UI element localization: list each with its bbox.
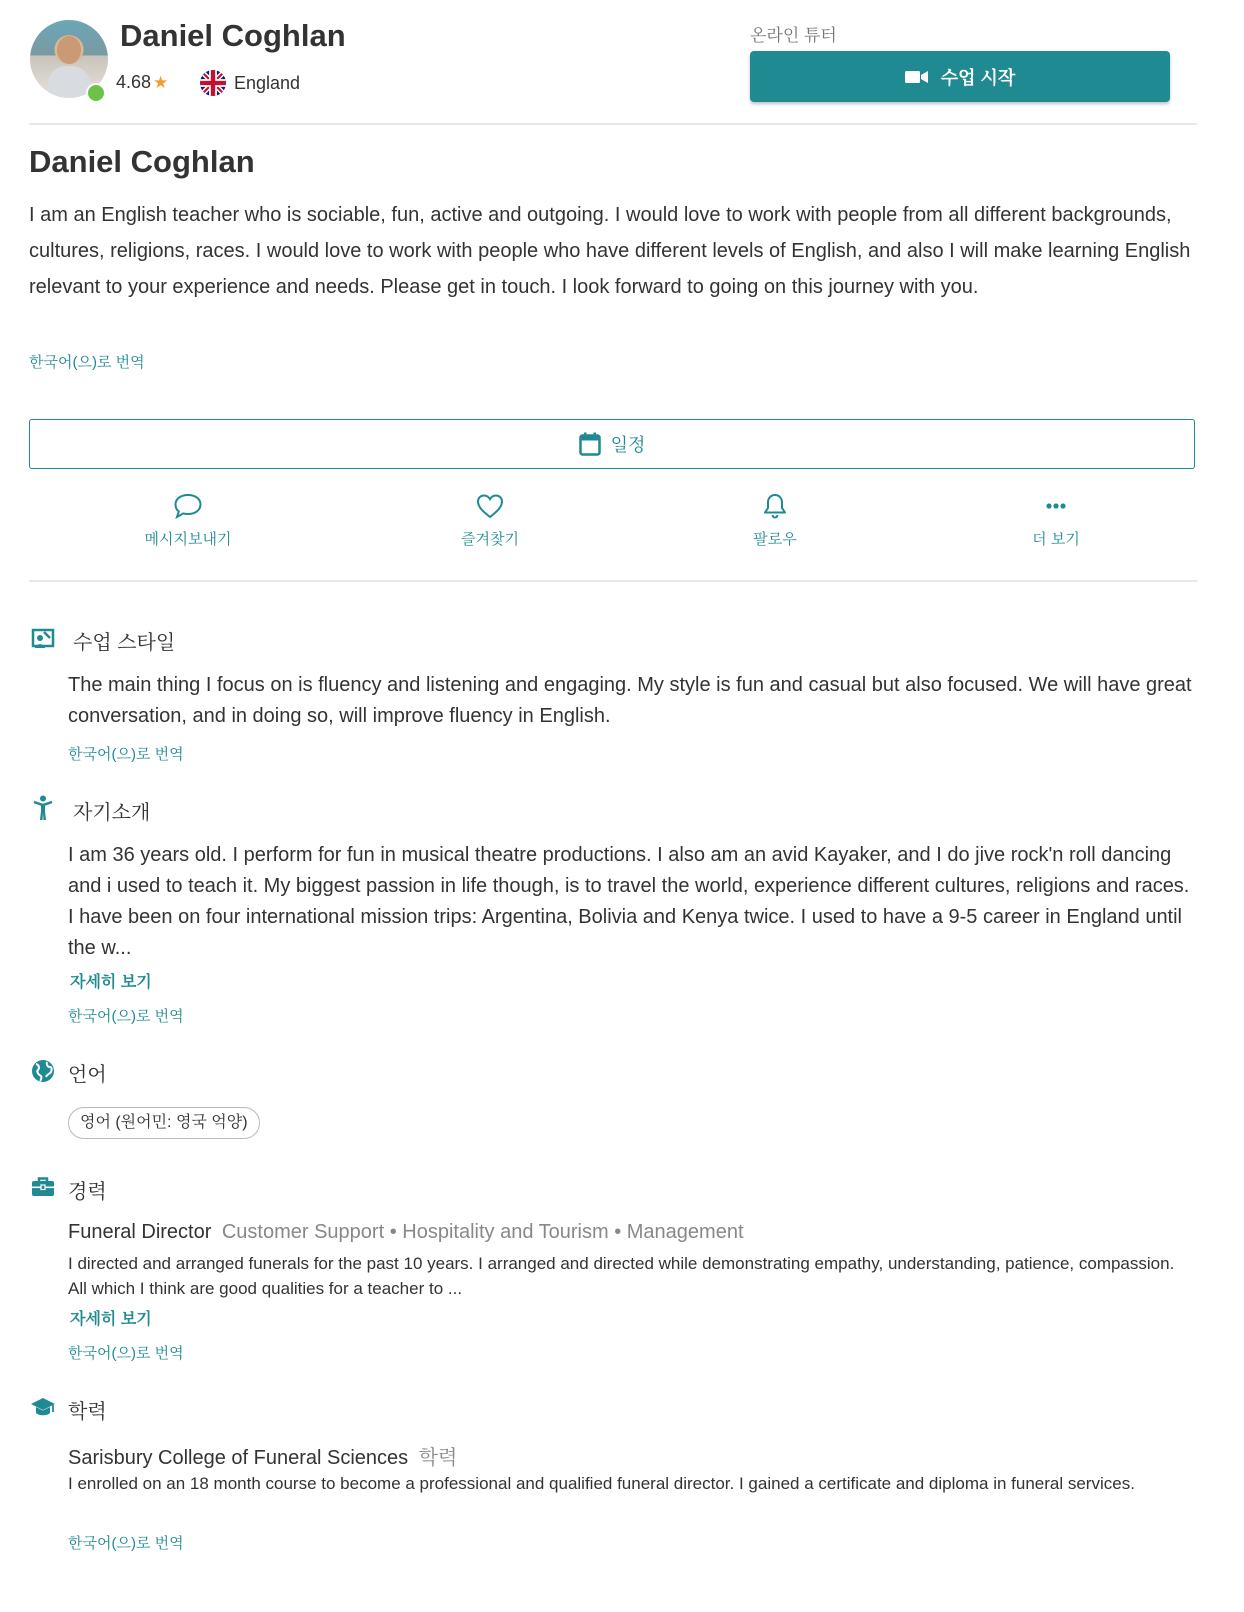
education-title: 학력 <box>68 1401 107 1423</box>
job-title: Funeral Director <box>68 1221 212 1243</box>
schedule-button[interactable] <box>29 419 1195 469</box>
see-more-link[interactable]: 자세히 보기 <box>70 1311 152 1328</box>
country-name: England <box>234 72 301 93</box>
language-title: 언어 <box>68 1064 107 1086</box>
school-name: Sarisbury College of Funeral Sciences <box>68 1447 409 1469</box>
lesson-style-text: The main thing I focus on is fluency and listening and engaging. My style is fun and casual but also focused. We will have great conversation, and in doing so, will improve fluency in English. <box>68 674 1192 727</box>
education-heading <box>68 1441 457 1470</box>
career-heading <box>68 1221 744 1244</box>
start-lesson-button[interactable] <box>750 51 1170 102</box>
more-action[interactable] <box>976 492 1136 549</box>
person-icon <box>30 795 56 821</box>
translate-link[interactable]: 한국어(으)로 번역 <box>68 1008 184 1025</box>
online-status-dot <box>86 83 106 103</box>
more-dots-icon <box>1041 492 1071 520</box>
follow-action[interactable] <box>695 492 855 549</box>
tutor-intro-text: I am an English teacher who is sociable, fun, active and outgoing. I would love to work with people from all different backgrounds, cultures, religions, races. I would love to work with people who have different levels of English, and also I will make learning English relevant to your experience and needs. Please get in touch. I look forward to going on this journey with you. <box>29 204 1191 298</box>
more-label: 더 보기 <box>1032 531 1080 548</box>
rating <box>116 72 168 93</box>
heart-icon <box>475 492 505 520</box>
self-intro-title: 자기소개 <box>73 802 151 824</box>
divider <box>29 580 1197 582</box>
country <box>200 70 300 96</box>
education-description: I enrolled on an 18 month course to become a professional and qualified funeral director. I gained a certificate and diploma in funeral services. <box>68 1474 1135 1493</box>
translate-link[interactable]: 한국어(으)로 번역 <box>68 1535 184 1552</box>
lesson-style-icon <box>30 626 56 652</box>
job-tags: Customer Support • Hospitality and Tourism • Management <box>221 1221 744 1243</box>
career-title: 경력 <box>68 1181 107 1203</box>
career-description: I directed and arranged funerals for the past 10 years. I arranged and directed while demonstrating empathy, understanding, patience, compassion. All which I think are good qualities for a teacher to ... <box>68 1254 1175 1298</box>
send-message-action[interactable] <box>108 492 268 549</box>
translate-link[interactable]: 한국어(으)로 번역 <box>29 354 145 371</box>
video-camera-icon <box>905 69 929 85</box>
language-chip: 영어 (원어민: 영국 억양) <box>68 1107 260 1139</box>
schedule-label: 일정 <box>610 435 646 455</box>
start-lesson-label: 수업 시작 <box>940 67 1016 88</box>
bell-icon <box>760 492 790 520</box>
uk-flag-icon <box>200 70 226 96</box>
online-tutor-label: 온라인 튜터 <box>750 26 837 45</box>
favorite-label: 즐겨찾기 <box>461 531 519 548</box>
graduation-cap-icon <box>30 1394 56 1420</box>
self-intro-text: I am 36 years old. I perform for fun in musical theatre productions. I also am an avid Kayaker, and I do jive rock'n roll dancing and i used to teach it. My biggest passion in life though, is to travel the world, experience different cultures, religions and races. I have been on four international mission trips: Argentina, Bolivia and Kenya twice. I used to have a 9-5 career in England until the w... <box>68 844 1190 959</box>
chat-bubble-icon <box>173 492 203 520</box>
see-more-link[interactable]: 자세히 보기 <box>70 974 152 991</box>
tutor-name-title: Daniel Coghlan <box>29 144 255 179</box>
lesson-style-title: 수업 스타일 <box>73 632 176 654</box>
send-message-label: 메시지보내기 <box>144 531 232 548</box>
education-type: 학력 <box>418 1447 458 1469</box>
star-icon: ★ <box>153 72 169 92</box>
rating-value: 4.68 <box>116 72 152 92</box>
translate-link[interactable]: 한국어(으)로 번역 <box>68 746 184 763</box>
globe-icon <box>30 1058 56 1084</box>
calendar-icon <box>579 432 601 456</box>
follow-label: 팔로우 <box>753 531 797 548</box>
translate-link[interactable]: 한국어(으)로 번역 <box>68 1345 184 1362</box>
briefcase-icon <box>30 1174 56 1200</box>
tutor-name-header: Daniel Coghlan <box>120 18 346 53</box>
divider <box>29 123 1197 125</box>
favorite-action[interactable] <box>410 492 570 549</box>
